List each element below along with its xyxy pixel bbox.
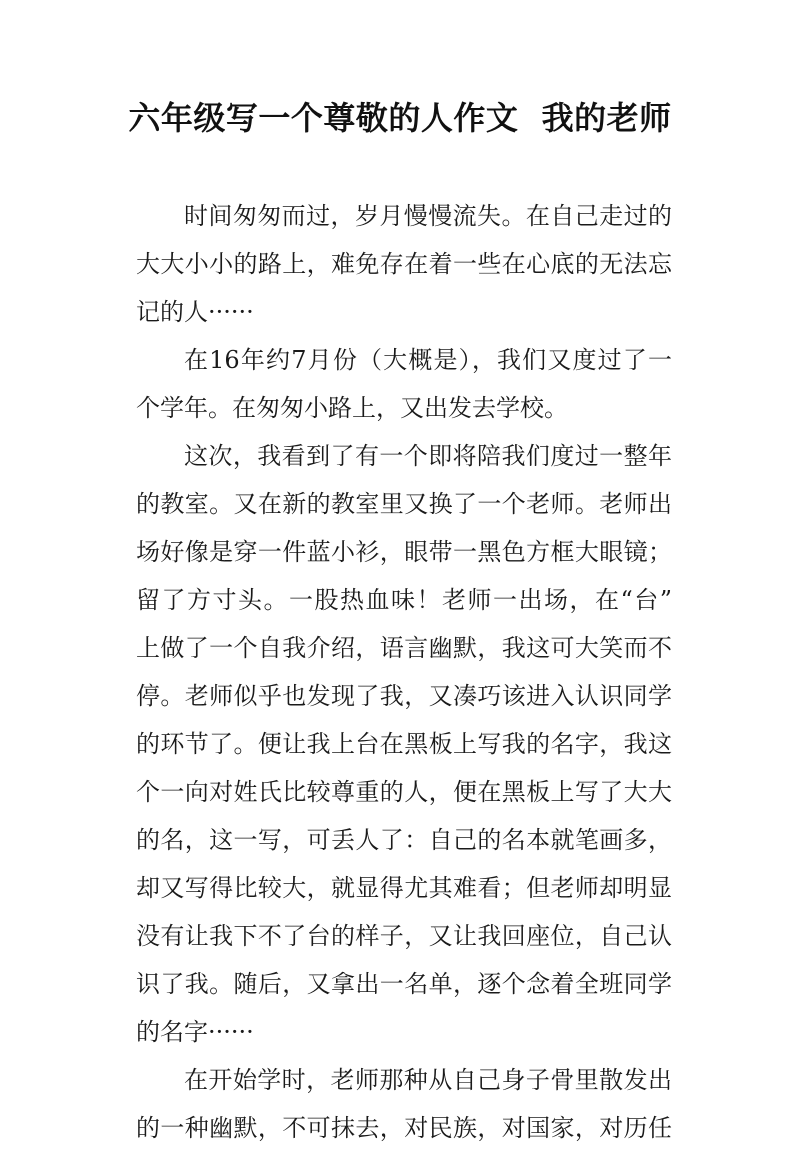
text-line: 个学年。在匆匆小路上，又出发去学校。 [136,394,568,422]
text-line: 停。老师似乎也发现了我，又凑巧该进入认识同学 [136,682,672,710]
text-line: 识了我。随后，又拿出一名单，逐个念着全班同学 [136,970,672,998]
text-line: 上做了一个自我介绍，语言幽默，我这可大笑而不 [136,634,672,662]
text-line: 的名，这一写，可丢人了：自己的名本就笔画多， [136,826,672,854]
text-line: 时间匆匆而过，岁月慢慢流失。在自己走过的 [184,202,672,230]
text-line: 留了方寸头。一股热血味！老师一出场，在“台” [136,586,672,614]
text-line: 大大小小的路上，难免存在着一些在心底的无法忘 [136,250,672,278]
text-line: 的环节了。便让我上台在黑板上写我的名字，我这 [136,730,672,758]
text-line: 却又写得比较大，就显得尤其难看；但老师却明显 [136,874,672,902]
text-line: 在开始学时，老师那种从自己身子骨里散发出 [184,1066,672,1094]
text-line: 没有让我下不了台的样子，又让我回座位，自己认 [136,922,672,950]
text-line: 的教室。又在新的教室里又换了一个老师。老师出 [136,490,672,518]
document-title: 六年级写一个尊敬的人作文 我的老师 [128,99,672,137]
text-line: 在16年约7月份（大概是），我们又度过了一 [184,346,672,374]
text-line: 记的人······ [136,298,254,326]
text-line: 的名字······ [136,1018,254,1046]
text-line: 的一种幽默，不可抹去，对民族，对国家，对历任 [136,1114,672,1142]
text-line: 个一向对姓氏比较尊重的人，便在黑板上写了大大 [136,778,672,806]
text-line: 这次，我看到了有一个即将陪我们度过一整年 [184,442,672,470]
document-body [136,192,672,1152]
text-line: 场好像是穿一件蓝小衫，眼带一黑色方框大眼镜； [136,538,672,566]
